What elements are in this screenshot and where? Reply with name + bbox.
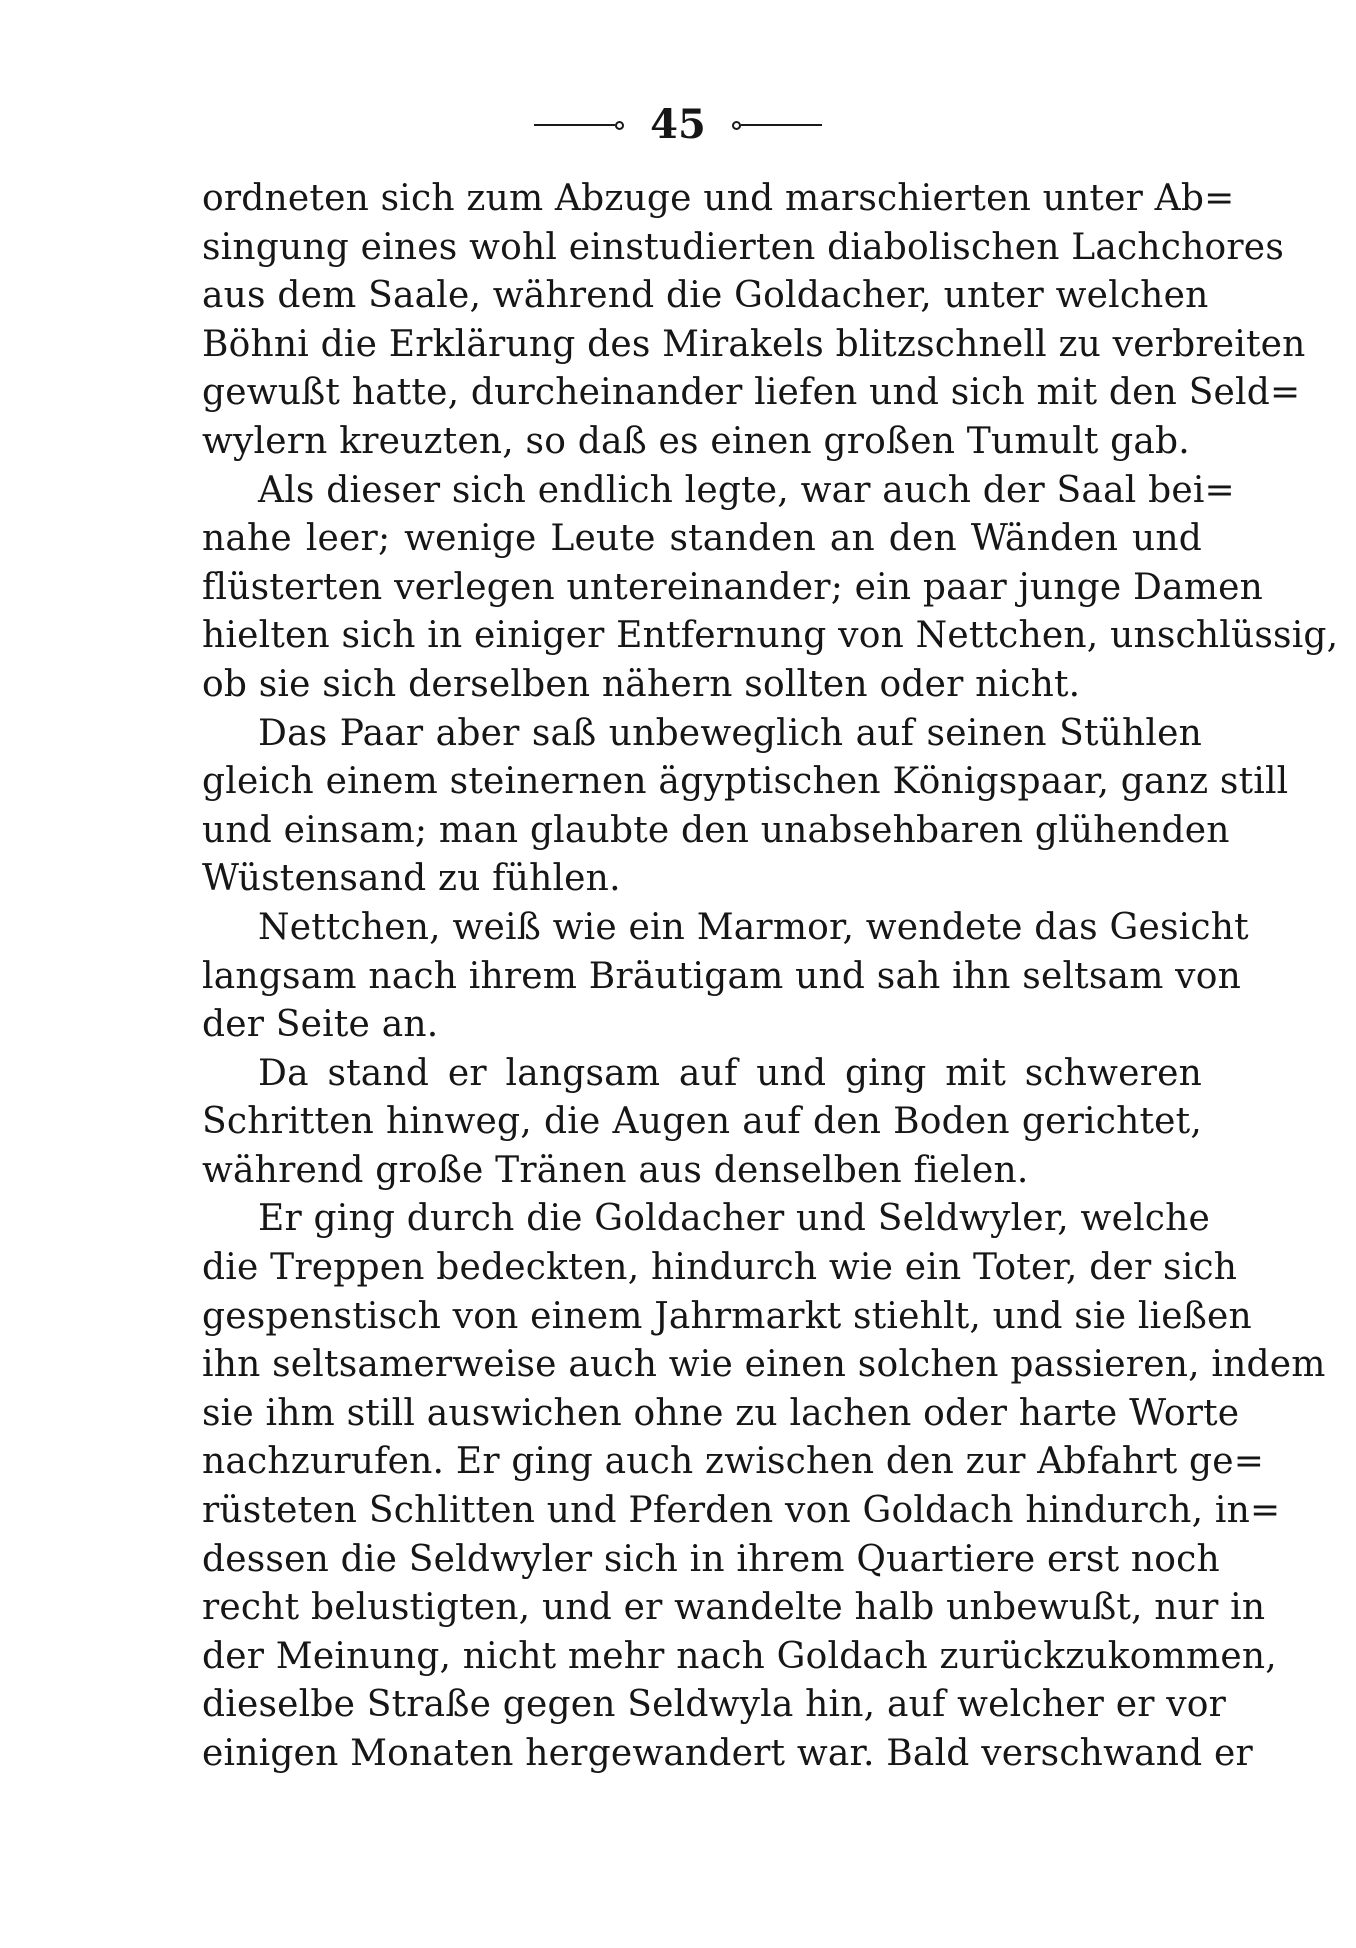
text-line: Als dieser sich endlich legte, war auch der Saal bei= bbox=[258, 469, 1235, 511]
text-line: hielten sich in einiger Entfernung von Nettchen, unschlüssig, bbox=[202, 615, 1339, 657]
text-line: während große Tränen aus denselben fielen. bbox=[202, 1149, 1029, 1191]
text-line: der Seite an. bbox=[202, 1004, 439, 1046]
text-line: sie ihm still auswichen ohne zu lachen oder harte Worte bbox=[202, 1392, 1240, 1434]
ornament-rule bbox=[534, 124, 615, 126]
text-line: singung eines wohl einstudierten diabolischen Lachchores bbox=[202, 226, 1284, 268]
text-line: der Meinung, nicht mehr nach Goldach zurückzukommen, bbox=[202, 1635, 1277, 1677]
text-line: dieselbe Straße gegen Seldwyla hin, auf welcher er vor bbox=[202, 1684, 1227, 1726]
text-line: ihn seltsamerweise auch wie einen solchen passieren, indem bbox=[202, 1344, 1326, 1386]
text-line: ordneten sich zum Abzuge und marschierten unter Ab= bbox=[202, 178, 1235, 219]
text-line: gewußt hatte, durcheinander liefen und sich mit den Seld= bbox=[202, 372, 1301, 414]
ornament-ring bbox=[615, 121, 624, 130]
text-line: langsam nach ihrem Bräutigam und sah ihn seltsam von bbox=[202, 955, 1241, 997]
body-text bbox=[202, 175, 1339, 1779]
text-line: flüsterten verlegen untereinander; ein paar junge Damen bbox=[202, 566, 1264, 608]
text-line: recht belustigten, und er wandelte halb unbewußt, nur in bbox=[202, 1587, 1266, 1629]
text-line: Wüstensand zu fühlen. bbox=[202, 858, 621, 900]
text-line: gleich einem steinernen ägyptischen Königspaar, ganz still bbox=[202, 761, 1289, 803]
text-line: Böhni die Erklärung des Mirakels blitzschnell zu verbreiten bbox=[202, 323, 1306, 365]
text-line: die Treppen bedeckten, hindurch wie ein Toter, der sich bbox=[202, 1247, 1238, 1289]
text-line: nachzurufen. Er ging auch zwischen den zur Abfahrt ge= bbox=[202, 1441, 1265, 1483]
ornament-rule bbox=[741, 124, 822, 126]
text-line: gespenstisch von einem Jahrmarkt stiehlt, und sie ließen bbox=[202, 1295, 1252, 1337]
text-line: Er ging durch die Goldacher und Seldwyler, welche bbox=[258, 1198, 1211, 1240]
text-line: Nettchen, weiß wie ein Marmor, wendete das Gesicht bbox=[258, 906, 1249, 948]
text-line: ob sie sich derselben nähern sollten oder nicht. bbox=[202, 663, 1081, 705]
right-ornament bbox=[732, 121, 822, 130]
text-line: wylern kreuzten, so daß es einen großen Tumult gab. bbox=[202, 420, 1190, 462]
page-number: 45 bbox=[650, 101, 706, 148]
text-line: dessen die Seldwyler sich in ihrem Quartiere erst noch bbox=[202, 1538, 1220, 1580]
text-line: Da stand er langsam auf und ging mit schweren bbox=[258, 1052, 1202, 1094]
page-header bbox=[0, 100, 1356, 150]
text-line: Das Paar aber saß unbeweglich auf seinen Stühlen bbox=[258, 712, 1202, 754]
left-ornament bbox=[534, 121, 624, 130]
ornament-ring bbox=[732, 121, 741, 130]
text-line: Schritten hinweg, die Augen auf den Boden gerichtet, bbox=[202, 1101, 1202, 1143]
text-line: und einsam; man glaubte den unabsehbaren glühenden bbox=[202, 809, 1230, 851]
text-line: nahe leer; wenige Leute standen an den Wänden und bbox=[202, 518, 1202, 560]
text-line: rüsteten Schlitten und Pferden von Goldach hindurch, in= bbox=[202, 1490, 1281, 1532]
text-line: aus dem Saale, während die Goldacher, unter welchen bbox=[202, 275, 1209, 317]
text-line: einigen Monaten hergewandert war. Bald verschwand er bbox=[202, 1733, 1253, 1774]
